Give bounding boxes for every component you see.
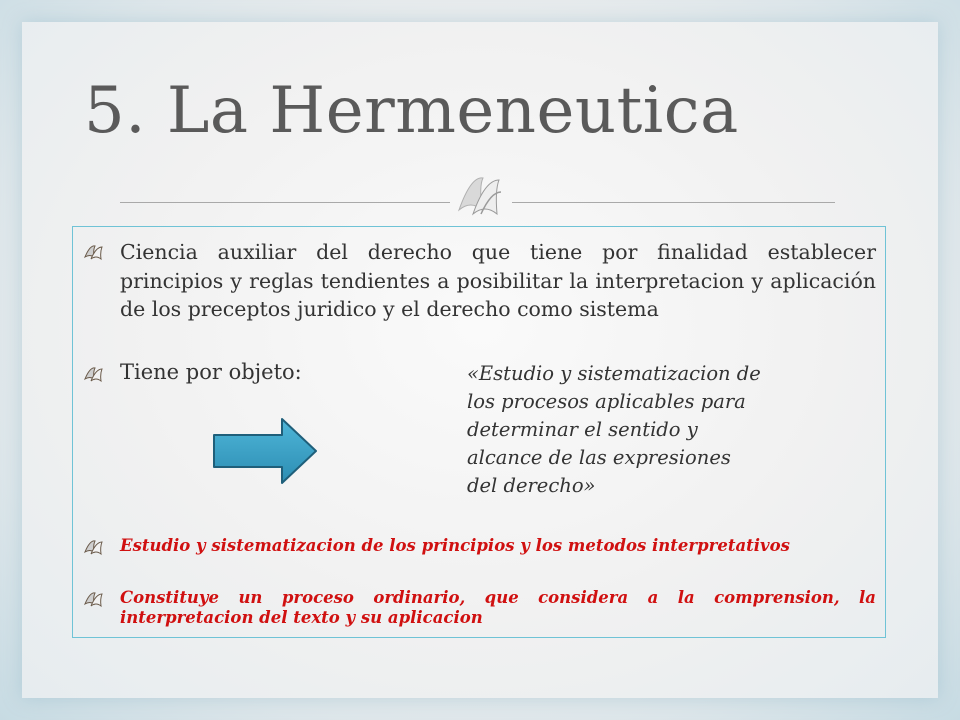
quote-line: «Estudio y sistematizacion de (467, 362, 761, 385)
quote-line: alcance de las expresiones (467, 446, 731, 469)
book-bullet-icon (84, 365, 104, 383)
quote-line: del derecho» (467, 474, 596, 497)
quote-line: los procesos aplicables para (467, 390, 746, 413)
book-bullet-icon (84, 538, 104, 556)
book-icon (455, 170, 509, 220)
book-bullet-icon (84, 243, 104, 261)
emphasis-text-2: Constituye un proceso ordinario, que considera a la comprension, la interpretacion del texto y su aplicacion (120, 588, 876, 627)
objective-label: Tiene por objeto: (120, 360, 302, 384)
book-bullet-icon (84, 590, 104, 608)
emphasis-text-1: Estudio y sistematizacion de los principios y los metodos interpretativos (120, 536, 790, 555)
objective-quote (467, 360, 867, 500)
divider-line-left (120, 202, 450, 203)
quote-line: determinar el sentido y (467, 418, 698, 441)
right-arrow-icon (212, 417, 318, 485)
slide-title: 5. La Hermeneutica (84, 74, 739, 148)
definition-text: Ciencia auxiliar del derecho que tiene por finalidad establecer principios y reglas tendientes a posibilitar la interpretacion y aplicación de los preceptos juridico y el derecho como sistema (120, 240, 876, 321)
divider-line-right (512, 202, 835, 203)
